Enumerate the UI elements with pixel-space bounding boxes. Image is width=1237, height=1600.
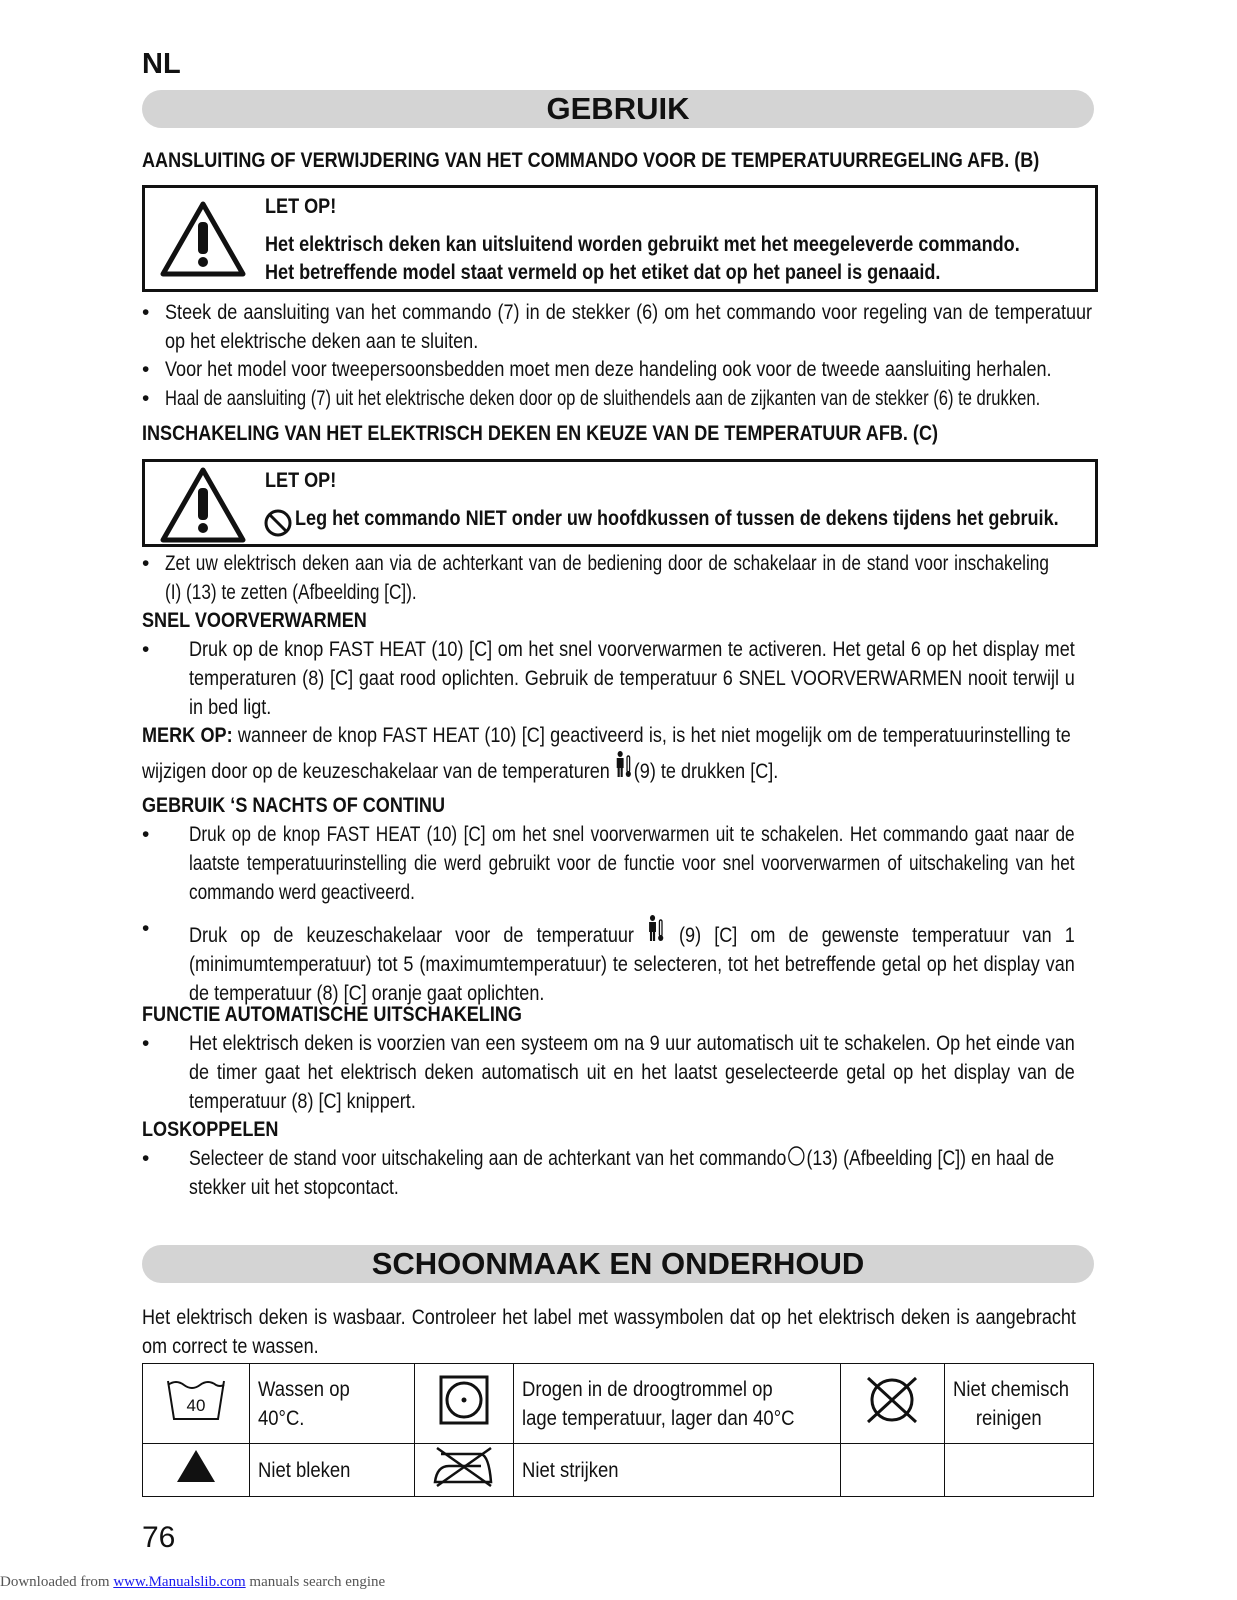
no-iron-cell xyxy=(415,1444,514,1497)
tumble-dry-low-icon xyxy=(438,1374,490,1426)
no-bleach-icon xyxy=(174,1447,218,1485)
subheading-auto-off: FUNCTIE AUTOMATISCHE UITSCHAKELING xyxy=(142,1003,522,1026)
care-text: Drogen in de droogtrommel op lage temperatuur, lager dan 40°C xyxy=(513,1364,840,1444)
subheading-disconnect: LOSKOPPELEN xyxy=(142,1118,279,1141)
warning-text: Leg het commando NIET onder uw hoofdkussen of tussen de dekens tijdens het gebruik. xyxy=(295,507,1059,530)
language-code: NL xyxy=(142,48,181,80)
subheading-switch-on: INSCHAKELING VAN HET ELEKTRISCH DEKEN EN KEUZE VAN DE TEMPERATUUR AFB. (C) xyxy=(142,422,939,445)
temperature-selector-icon xyxy=(615,750,634,780)
no-dry-clean-icon xyxy=(862,1373,922,1427)
warning-text-1: Het elektrisch deken kan uitsluitend worden gebruikt met het meegeleverde commando. xyxy=(265,233,1020,256)
footer-prefix: Downloaded from xyxy=(0,1574,114,1590)
section-title-cleaning: SCHOONMAAK EN ONDERHOUD xyxy=(142,1245,1094,1283)
subheading-fast-heat: SNEL VOORVERWARMEN xyxy=(142,609,367,632)
off-circle-icon xyxy=(786,1145,806,1167)
page-number: 76 xyxy=(142,1521,176,1554)
warning-box-2 xyxy=(142,459,1098,547)
warning-label: LET OP! xyxy=(265,469,337,492)
care-text: Niet chemisch reinigen xyxy=(945,1364,1094,1444)
note-paragraph xyxy=(142,721,1071,786)
note-label: MERK OP: xyxy=(142,724,233,747)
care-text: Niet bleken xyxy=(249,1444,415,1497)
subheading-connection: AANSLUITING OF VERWIJDERING VAN HET COMMANDO VOOR DE TEMPERATUURREGELING AFB. (B) xyxy=(142,149,1040,172)
manualslib-link[interactable]: www.Manualslib.com xyxy=(113,1574,246,1590)
wash-symbol-cell xyxy=(143,1364,250,1444)
cleaning-intro: Het elektrisch deken is wasbaar. Controleer het label met wassymbolen dat op het elektrisch deken is aangebracht om correct te wassen. xyxy=(142,1306,1076,1358)
section-title-usage: GEBRUIK xyxy=(142,90,1094,128)
care-text: Niet strijken xyxy=(513,1444,840,1497)
footer-download-note xyxy=(0,1574,385,1591)
care-text: Wassen op 40°C. xyxy=(249,1364,415,1444)
night-bullet2-end: (9) [C] om de gewenste temperatuur van 1 (minimumtemperatuur) tot 5 (maximumtemperatuur) te selecteren, tot het betreffende getal op het display van de temperatuur (8) [C] oranje gaat oplichten. xyxy=(189,924,1075,1005)
subheading-night-use: GEBRUIK ‘S NACHTS OF CONTINU xyxy=(142,794,446,817)
dry-symbol-cell xyxy=(415,1364,514,1444)
warning-triangle-icon xyxy=(157,198,249,280)
disconnect-text-end: (13) (Afbeelding [C]) en haal de stekker uit het stopcontact. xyxy=(189,1147,1055,1199)
empty-cell xyxy=(945,1444,1094,1497)
note-end: (9) te drukken [C]. xyxy=(633,760,779,783)
warning-label: LET OP! xyxy=(265,195,337,218)
prohibited-icon xyxy=(263,508,293,538)
empty-cell xyxy=(840,1444,945,1497)
disconnect-text-start: Selecteer de stand voor uitschakeling aan de achterkant van het commando xyxy=(189,1147,787,1170)
warning-box-1 xyxy=(142,185,1098,292)
temperature-selector-icon xyxy=(647,914,666,944)
warning-text-2: Het betreffende model staat vermeld op het etiket dat op het paneel is genaaid. xyxy=(265,261,941,284)
note-text: wanneer de knop FAST HEAT (10) [C] geactiveerd is, is het niet mogelijk om de temperatuurinstelling te wijzigen door op de keuzeschakelaar van de temperaturen xyxy=(142,724,1071,783)
night-bullet2-start: Druk op de keuzeschakelaar voor de temperatuur xyxy=(189,924,648,947)
care-symbols-table xyxy=(142,1363,1094,1497)
wash-temp-label: 40 xyxy=(186,1395,206,1415)
footer-suffix: manuals search engine xyxy=(245,1574,386,1590)
no-bleach-cell xyxy=(143,1444,250,1497)
no-iron-icon xyxy=(431,1444,497,1488)
warning-triangle-icon xyxy=(157,464,249,546)
wash-40-icon xyxy=(164,1375,228,1425)
no-dry-clean-cell xyxy=(840,1364,945,1444)
